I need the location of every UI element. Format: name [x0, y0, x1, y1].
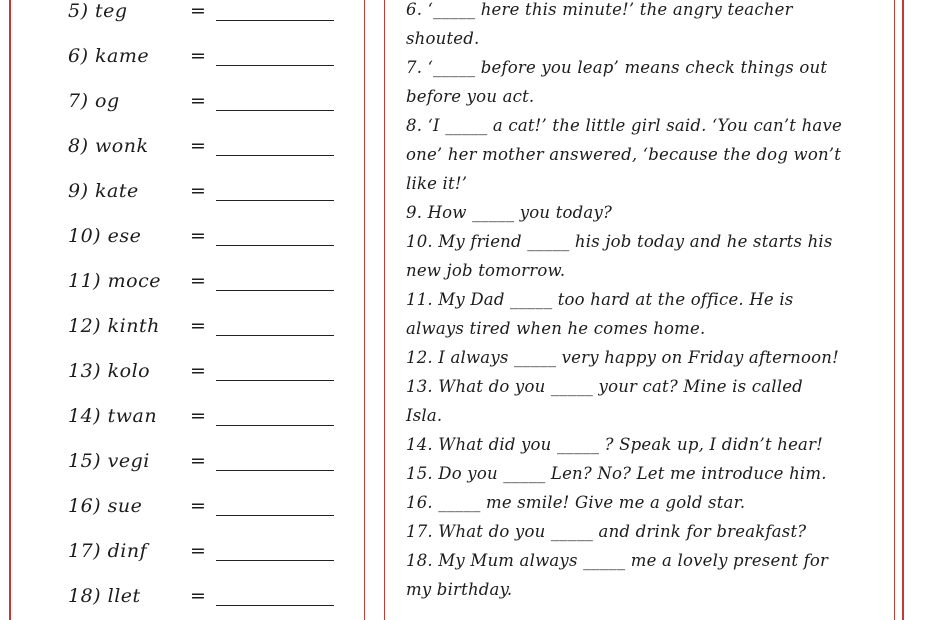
sentence-line: shouted. [406, 29, 480, 48]
anagram-word: 18) llet [68, 585, 141, 607]
anagram-row [68, 135, 348, 165]
anagram-word: 7) og [68, 90, 120, 112]
anagram-word: 15) vegi [68, 450, 150, 472]
page-border-right [902, 0, 904, 620]
anagram-word: 13) kolo [68, 360, 151, 382]
answer-blank [216, 335, 334, 336]
equals-sign: = [190, 0, 206, 22]
answer-blank [216, 65, 334, 66]
answer-blank [216, 605, 334, 606]
sentence-line: before you act. [406, 87, 535, 106]
sentence-line: 9. How _____ you today? [406, 203, 613, 222]
anagram-row [68, 90, 348, 120]
sentence-line: 7. ‘_____ before you leap’ means check things out [406, 58, 828, 77]
anagram-word: 12) kinth [68, 315, 160, 337]
sentence-line: 6. ‘_____ here this minute!’ the angry teacher [406, 0, 793, 19]
anagram-word: 11) moce [68, 270, 161, 292]
answer-blank [216, 470, 334, 471]
anagram-row [68, 495, 348, 525]
equals-sign: = [190, 180, 206, 202]
sentence-line: Isla. [406, 406, 443, 425]
equals-sign: = [190, 540, 206, 562]
panel-divider-left [364, 0, 365, 620]
answer-blank [216, 110, 334, 111]
answer-blank [216, 560, 334, 561]
panel-divider-right [384, 0, 385, 620]
anagram-row [68, 0, 348, 30]
equals-sign: = [190, 135, 206, 157]
sentence-line: 13. What do you _____ your cat? Mine is called [406, 377, 803, 396]
anagram-word: 17) dinf [68, 540, 148, 562]
anagram-list [0, 0, 364, 620]
sentence-line: 18. My Mum always _____ me a lovely present for [406, 551, 829, 570]
anagram-word: 8) wonk [68, 135, 149, 157]
equals-sign: = [190, 90, 206, 112]
sentence-line: one’ her mother answered, ‘because the dog won’t [406, 145, 842, 164]
sentence-line: 11. My Dad _____ too hard at the office. He is [406, 290, 794, 309]
equals-sign: = [190, 405, 206, 427]
answer-blank [216, 245, 334, 246]
answer-blank [216, 380, 334, 381]
answer-blank [216, 290, 334, 291]
anagram-row [68, 450, 348, 480]
anagram-row [68, 225, 348, 255]
equals-sign: = [190, 315, 206, 337]
anagram-row [68, 585, 348, 615]
sentence-line: new job tomorrow. [406, 261, 566, 280]
equals-sign: = [190, 450, 206, 472]
sentence-line: 12. I always _____ very happy on Friday afternoon! [406, 348, 839, 367]
sentence-line: always tired when he comes home. [406, 319, 706, 338]
sentence-line: 17. What do you _____ and drink for breakfast? [406, 522, 807, 541]
equals-sign: = [190, 45, 206, 67]
anagram-row [68, 315, 348, 345]
anagram-row [68, 45, 348, 75]
answer-blank [216, 200, 334, 201]
sentence-line: 15. Do you _____ Len? No? Let me introduce him. [406, 464, 827, 483]
sentence-line: 14. What did you _____ ? Speak up, I didn’t hear! [406, 435, 823, 454]
anagram-row [68, 405, 348, 435]
sentence-line: 8. ‘I _____ a cat!’ the little girl said. ‘You can’t have [406, 116, 842, 135]
answer-blank [216, 515, 334, 516]
anagram-row [68, 360, 348, 390]
sentence-line: 16. _____ me smile! Give me a gold star. [406, 493, 746, 512]
answer-blank [216, 155, 334, 156]
anagram-word: 14) twan [68, 405, 158, 427]
equals-sign: = [190, 585, 206, 607]
equals-sign: = [190, 495, 206, 517]
anagram-word: 16) sue [68, 495, 143, 517]
sentence-panel [406, 0, 890, 620]
anagram-row [68, 180, 348, 210]
panel-border-inner-right [894, 0, 895, 620]
sentence-line: my birthday. [406, 580, 513, 599]
equals-sign: = [190, 360, 206, 382]
answer-blank [216, 20, 334, 21]
answer-blank [216, 425, 334, 426]
equals-sign: = [190, 225, 206, 247]
equals-sign: = [190, 270, 206, 292]
sentence-line: like it!’ [406, 174, 468, 193]
anagram-word: 9) kate [68, 180, 139, 202]
anagram-word: 5) teg [68, 0, 128, 22]
anagram-row [68, 540, 348, 570]
anagram-row [68, 270, 348, 300]
anagram-word: 10) ese [68, 225, 142, 247]
sentence-line: 10. My friend _____ his job today and he starts his [406, 232, 833, 251]
anagram-word: 6) kame [68, 45, 150, 67]
